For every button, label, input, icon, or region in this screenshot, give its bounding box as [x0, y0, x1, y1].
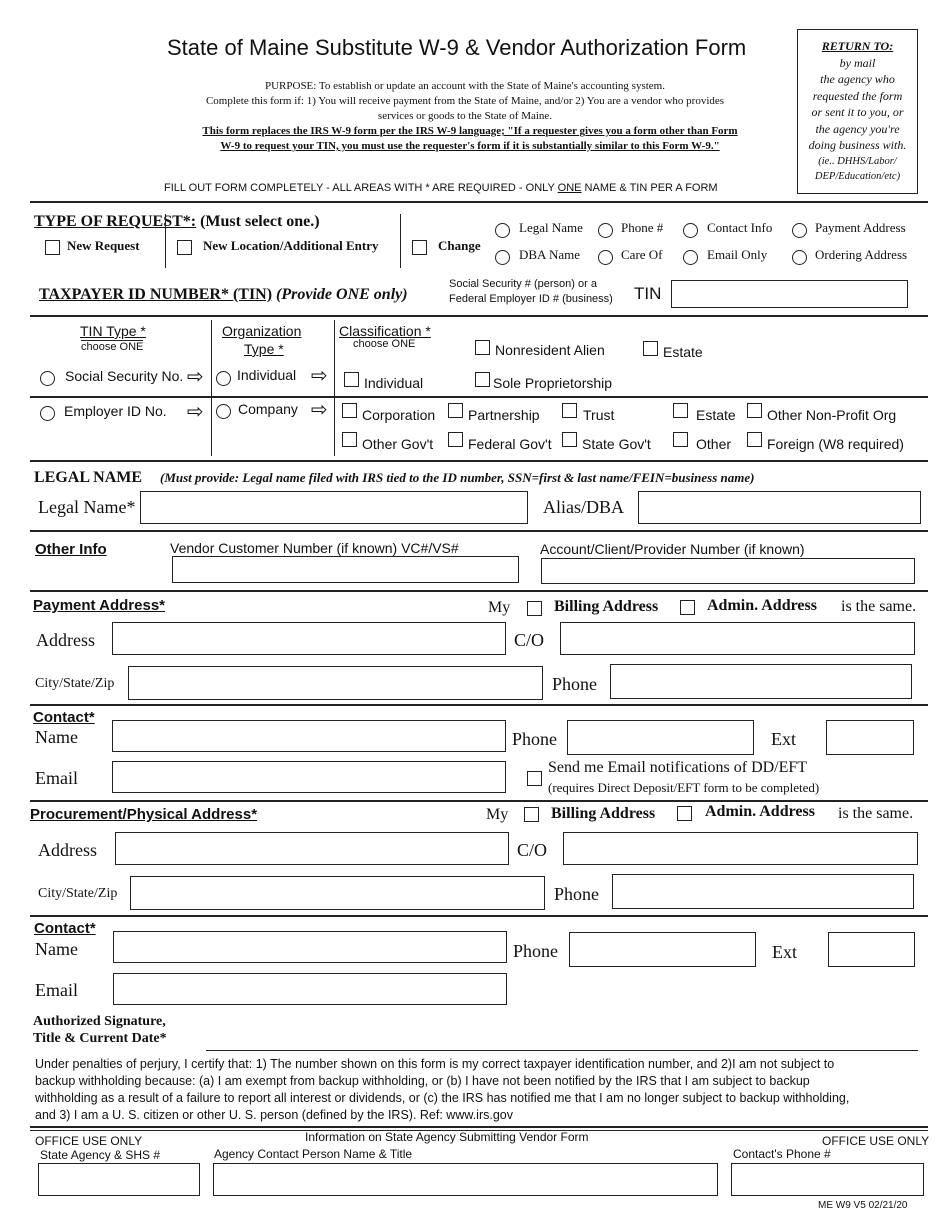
- alias-input[interactable]: [638, 491, 921, 524]
- procurement-billing-label: Billing Address: [551, 805, 656, 822]
- legal-name-note: (Must provide: Legal name filed with IRS tied to the ID number, SSN=first & last name/FEIN=business name): [160, 470, 755, 485]
- procurement-admin-label: Admin. Address: [705, 803, 815, 820]
- return-to-title: RETURN TO:: [821, 39, 894, 53]
- partnership-label: Partnership: [468, 407, 540, 423]
- individual-class-label: Individual: [364, 375, 424, 391]
- vendor-number-label: Vendor Customer Number (if known) VC#/VS#: [170, 540, 459, 556]
- org-company-label: Company: [238, 401, 298, 417]
- contact-email-input[interactable]: [113, 973, 507, 1005]
- contact-name-input[interactable]: [112, 720, 506, 752]
- divider: [30, 590, 928, 592]
- foreign-label: Foreign (W8 required): [767, 436, 904, 452]
- trust-label: Trust: [583, 407, 615, 423]
- ein-label: Employer ID No.: [64, 403, 167, 419]
- procurement-co-input[interactable]: [563, 832, 918, 865]
- return-to-small: (ie.. DHHS/Labor/: [818, 155, 897, 167]
- tin-label: [39, 286, 408, 304]
- procurement-admin-checkbox[interactable]: [677, 806, 692, 821]
- divider: [30, 800, 928, 802]
- ordering-address-option: Ordering Address: [815, 247, 908, 262]
- office-info-label: Information on State Agency Submitting Vendor Form: [305, 1130, 589, 1144]
- divider: [211, 320, 212, 456]
- procurement-city-label: City/State/Zip: [38, 886, 118, 901]
- payment-address-option: Payment Address: [815, 220, 906, 235]
- nonresident-alien-checkbox[interactable]: [475, 340, 490, 355]
- contact-phone-input[interactable]: [567, 720, 754, 755]
- arrow-right-icon: ⇨: [311, 363, 328, 387]
- certification-line: withholding as a result of a failure to report all interest or dividends, or (c) the IRS has notified me that I am no longer subject to backup withholding,: [35, 1091, 850, 1105]
- estate-top-checkbox[interactable]: [643, 341, 658, 356]
- certification-text: [35, 1056, 925, 1124]
- other-checkbox[interactable]: [673, 432, 688, 447]
- contact-heading: Contact*: [34, 920, 96, 937]
- federal-gov-label: Federal Gov't: [468, 436, 552, 452]
- payment-address-heading: Payment Address*: [33, 597, 165, 614]
- payment-phone-input[interactable]: [610, 664, 912, 699]
- contact-phone-office-input[interactable]: [731, 1163, 924, 1196]
- divider: [30, 396, 928, 398]
- contact-email-label: Email: [35, 980, 78, 1000]
- procurement-address-label: Address: [38, 840, 97, 860]
- contact-name-input[interactable]: [113, 931, 507, 963]
- tin-type-sub: choose ONE: [81, 341, 144, 353]
- other-nonprofit-checkbox[interactable]: [747, 403, 762, 418]
- contact-ext-label: Ext: [771, 729, 796, 749]
- individual-class-checkbox[interactable]: [344, 372, 359, 387]
- corporation-checkbox[interactable]: [342, 403, 357, 418]
- state-gov-label: State Gov't: [582, 436, 651, 452]
- fill-out-notice: [164, 182, 718, 194]
- return-to-line: or sent it to you, or: [811, 105, 904, 119]
- return-to-line: the agency you're: [815, 121, 900, 136]
- new-location-checkbox[interactable]: [177, 240, 192, 255]
- alias-label: Alias/DBA: [543, 497, 624, 517]
- foreign-checkbox[interactable]: [747, 432, 762, 447]
- return-to-line: doing business with.: [808, 138, 907, 152]
- ein-radio[interactable]: [40, 406, 55, 421]
- request-label-main: TYPE OF REQUEST*:: [34, 213, 197, 230]
- classification-sub: choose ONE: [353, 338, 416, 350]
- account-number-input[interactable]: [541, 558, 915, 584]
- divider: [30, 915, 928, 917]
- certification-line: backup withholding because: (a) I am exempt from backup withholding, or (b) I have not been notified by the IRS that I am subject to backup: [35, 1074, 810, 1088]
- contact-phone-label: Phone: [512, 729, 557, 749]
- email-notify-checkbox[interactable]: [527, 771, 542, 786]
- account-number-label: Account/Client/Provider Number (if known): [540, 541, 805, 557]
- agency-contact-label: Agency Contact Person Name & Title: [214, 1147, 413, 1161]
- tin-input[interactable]: [671, 280, 908, 308]
- other-info-heading: Other Info: [35, 541, 107, 558]
- fill-out-one: ONE: [557, 182, 582, 194]
- payment-city-label: City/State/Zip: [35, 676, 115, 691]
- procurement-my-label: My: [486, 806, 509, 823]
- tin-label-note: (Provide ONE only): [272, 286, 408, 303]
- purpose-line: Complete this form if: 1) You will receive payment from the State of Maine, and/or 2) You are a vendor who provides: [205, 95, 725, 107]
- legal-name-label: Legal Name*: [38, 497, 136, 517]
- sole-prop-label: Sole Proprietorship: [493, 375, 613, 391]
- corporation-label: Corporation: [362, 407, 436, 423]
- classification-header: Classification *: [339, 323, 431, 339]
- tin-label-main: TAXPAYER ID NUMBER* (TIN): [39, 286, 273, 303]
- purpose-text: [150, 79, 780, 124]
- other-gov-checkbox[interactable]: [342, 432, 357, 447]
- tin-field-label: TIN: [634, 284, 662, 303]
- agency-input[interactable]: [38, 1163, 200, 1196]
- return-to-line: the agency who: [820, 72, 895, 86]
- org-company-radio[interactable]: [216, 404, 231, 419]
- divider: [30, 460, 928, 462]
- payment-same-label: is the same.: [841, 598, 917, 615]
- estate-checkbox[interactable]: [673, 403, 688, 418]
- other-nonprofit-label: Other Non-Profit Org: [767, 407, 897, 423]
- contact-info-radio[interactable]: [683, 223, 698, 238]
- signature-label: Title & Current Date*: [33, 1031, 167, 1046]
- office-use-left: OFFICE USE ONLY: [35, 1134, 143, 1148]
- contact-heading: Contact*: [33, 709, 95, 726]
- fill-out-pre: FILL OUT FORM COMPLETELY - ALL AREAS WITH * ARE REQUIRED - ONLY: [164, 182, 558, 194]
- fill-out-post: NAME & TIN PER A FORM: [581, 182, 718, 194]
- payment-address-input[interactable]: [112, 622, 506, 655]
- email-only-radio[interactable]: [683, 250, 698, 265]
- contact-ext-input[interactable]: [828, 932, 915, 967]
- payment-city-input[interactable]: [128, 666, 543, 700]
- payment-my-label: My: [488, 599, 511, 616]
- procurement-heading: Procurement/Physical Address*: [30, 806, 258, 823]
- divider: [30, 1126, 928, 1128]
- care-of-option: Care Of: [621, 247, 663, 262]
- legal-name-option: Legal Name: [519, 220, 583, 235]
- procurement-same-label: is the same.: [838, 805, 914, 822]
- purpose-line: services or goods to the State of Maine.: [377, 110, 553, 122]
- tin-type-header: TIN Type *: [80, 323, 146, 339]
- org-individual-radio[interactable]: [216, 371, 231, 386]
- divider: [30, 704, 928, 706]
- new-request-label: New Request: [67, 238, 140, 253]
- contact-ext-input[interactable]: [826, 720, 914, 755]
- request-label-note: (Must select one.): [196, 213, 320, 230]
- agency-contact-input[interactable]: [213, 1163, 718, 1196]
- procurement-phone-label: Phone: [554, 884, 599, 904]
- procurement-address-input[interactable]: [115, 832, 509, 865]
- purpose-line: PURPOSE: To establish or update an account with the State of Maine's accounting system.: [264, 80, 665, 92]
- certification-line: Under penalties of perjury, I certify that: 1) The number shown on this form is my correct taxpayer identification number, and 2)I am not subject to: [35, 1057, 835, 1071]
- payment-billing-checkbox[interactable]: [527, 601, 542, 616]
- arrow-right-icon: ⇨: [187, 364, 204, 388]
- contact-ext-label: Ext: [772, 942, 797, 962]
- tin-note: Social Security # (person) or a: [449, 278, 597, 290]
- org-individual-label: Individual: [237, 367, 297, 383]
- divider: [400, 214, 401, 268]
- replace-line: This form replaces the IRS W-9 form per the IRS W-9 language; "If a requester gives you a form other than Form: [202, 125, 738, 137]
- trust-checkbox[interactable]: [562, 403, 577, 418]
- signature-label: Authorized Signature,: [33, 1014, 166, 1029]
- other-label: Other: [696, 436, 732, 452]
- dba-name-option: DBA Name: [519, 247, 581, 262]
- legal-name-heading: LEGAL NAME: [34, 469, 143, 486]
- phone-radio[interactable]: [598, 223, 613, 238]
- divider: [30, 201, 928, 203]
- contact-email-label: Email: [35, 768, 78, 788]
- return-to-small: DEP/Education/etc): [814, 170, 901, 182]
- contact-phone-input[interactable]: [569, 932, 756, 967]
- org-type-header: Organization: [222, 323, 302, 339]
- contact-phone-office-label: Contact's Phone #: [733, 1147, 831, 1161]
- ssn-label: Social Security No.: [65, 368, 184, 384]
- request-label: [34, 213, 320, 231]
- federal-gov-checkbox[interactable]: [448, 432, 463, 447]
- payment-phone-label: Phone: [552, 674, 597, 694]
- contact-name-label: Name: [35, 727, 78, 747]
- divider: [334, 320, 335, 456]
- office-use-right: OFFICE USE ONLY: [822, 1134, 930, 1148]
- replace-notice: [150, 124, 790, 154]
- procurement-city-input[interactable]: [130, 876, 545, 910]
- care-of-radio[interactable]: [598, 250, 613, 265]
- legal-name-radio[interactable]: [495, 223, 510, 238]
- payment-co-label: C/O: [514, 630, 545, 650]
- procurement-phone-input[interactable]: [612, 874, 914, 909]
- return-to-line: by mail: [839, 55, 876, 70]
- payment-billing-label: Billing Address: [554, 598, 659, 615]
- vendor-number-input[interactable]: [172, 556, 519, 583]
- email-notify-sub: (requires Direct Deposit/EFT form to be completed): [548, 780, 820, 795]
- estate-top-label: Estate: [663, 344, 703, 360]
- legal-name-input[interactable]: [140, 491, 528, 524]
- divider: [165, 214, 166, 268]
- new-request-checkbox[interactable]: [45, 240, 60, 255]
- change-label: Change: [438, 238, 481, 253]
- form-version: ME W9 V5 02/21/20: [818, 1200, 908, 1211]
- change-checkbox[interactable]: [412, 240, 427, 255]
- divider: [30, 315, 928, 317]
- signature-line[interactable]: [206, 1050, 918, 1051]
- tin-note: Federal Employer ID # (business): [449, 293, 613, 305]
- other-gov-label: Other Gov't: [362, 436, 434, 452]
- divider: [30, 530, 928, 532]
- contact-info-option: Contact Info: [707, 220, 773, 235]
- dba-name-radio[interactable]: [495, 250, 510, 265]
- estate-label: Estate: [696, 407, 736, 423]
- procurement-billing-checkbox[interactable]: [524, 807, 539, 822]
- payment-admin-checkbox[interactable]: [680, 600, 695, 615]
- return-to-box: [797, 29, 918, 194]
- certification-line: and 3) I am a U. S. citizen or other U. S. person (defined by the IRS). Ref: www.irs.gov: [35, 1108, 513, 1122]
- contact-phone-label: Phone: [513, 941, 558, 961]
- payment-admin-label: Admin. Address: [707, 597, 817, 614]
- contact-name-label: Name: [35, 939, 78, 959]
- state-gov-checkbox[interactable]: [562, 432, 577, 447]
- payment-co-input[interactable]: [560, 622, 915, 655]
- procurement-co-label: C/O: [517, 840, 548, 860]
- return-to-line: requested the form: [812, 88, 903, 103]
- org-type-header: Type *: [244, 341, 284, 357]
- page-title: State of Maine Substitute W-9 & Vendor Authorization Form: [167, 35, 747, 60]
- ordering-address-radio[interactable]: [792, 250, 807, 265]
- arrow-right-icon: ⇨: [187, 399, 204, 423]
- email-only-option: Email Only: [707, 247, 768, 262]
- contact-email-input[interactable]: [112, 761, 506, 793]
- arrow-right-icon: ⇨: [311, 397, 328, 421]
- nonresident-alien-label: Nonresident Alien: [495, 342, 605, 358]
- sole-prop-checkbox[interactable]: [475, 372, 490, 387]
- payment-address-label: Address: [36, 630, 95, 650]
- replace-line: W-9 to request your TIN, you must use the requester's form if it is substantially similar to this Form W-9.": [220, 140, 720, 152]
- agency-label: State Agency & SHS #: [40, 1148, 161, 1162]
- payment-address-radio[interactable]: [792, 223, 807, 238]
- phone-option: Phone #: [621, 220, 664, 235]
- partnership-checkbox[interactable]: [448, 403, 463, 418]
- new-location-label: New Location/Additional Entry: [203, 238, 379, 253]
- email-notify-label: Send me Email notifications of DD/EFT: [548, 759, 808, 776]
- ssn-radio[interactable]: [40, 371, 55, 386]
